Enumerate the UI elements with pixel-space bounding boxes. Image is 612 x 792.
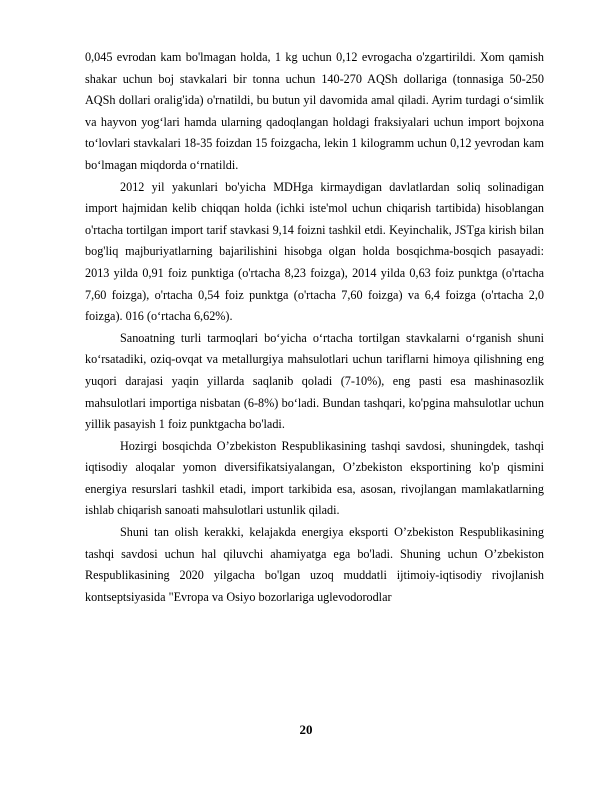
paragraph-3: Sanoatning turli tarmoqlari bo‘yicha o‘rtacha tortilgan stavkalarni o‘rganish shuni ko‘rsatadiki, oziq-ovqat va metallurgiya mahsulotlari uchun tariflarni himoya qilishning eng yuqori darajasi yaqin yillarda saqlanib qoladi (7-10%), eng pasti esa mashinasozlik mahsulotlari importiga nisbatan (6-8%) bo‘ladi. Bundan tashqari, ko'pgina mahsulotlar uchun yillik pasayish 1 foiz punktgacha bo'ladi.	[85, 330, 544, 432]
paragraph-1: 0,045 evrodan kam bo'lmagan holda, 1 kg uchun 0,12 evrogacha o'zgartirildi. Xom qamish shakar uchun boj stavkalari bir tonna uchun 140-270 AQSh dollariga (tonnasiga 50-250 AQSh dollari oralig'ida) o'rnatildi, bu butun yil davomida amal qiladi. Ayrim turdagi o‘simlik va hayvon yog‘lari hamda ularning qadoqlangan holdagi fraksiyalari uchun import bojxona to‘lovlari stavkalari 18-35 foizdan 15 foizgacha, lekin 1 kilogramm uchun 0,12 yevrodan kam bo‘lmagan miqdorda o‘rnatildi.	[85, 50, 544, 172]
document-body	[85, 47, 544, 608]
page-number: 20	[299, 722, 313, 737]
paragraph-4: Hozirgi bosqichda O’zbekiston Respublikasining tashqi savdosi, shuningdek, tashqi iqtisodiy aloqalar yomon diversifikatsiyalangan, O’zbekiston eksportining ko'p qismini energiya resurslari tashkil etadi, import tarkibida esa, asosan, rivojlangan mamlakatlarning ishlab chiqarish sanoati mahsulotlari ustunlik qiladi.	[85, 438, 544, 518]
paragraph-2: 2012 yil yakunlari bo'yicha MDHga kirmaydigan davlatlardan soliq solinadigan import hajmidan kelib chiqqan holda (ichki iste'mol uchun chiqarish tartibida) hisoblangan o'rtacha tortilgan import tarif stavkasi 9,14 foizni tashkil etdi. Keyinchalik, JSTga kirish bilan bog'liq majburiyatlarning bajarilishini hisobga olgan holda bosqichma-bosqich pasayadi: 2013 yilda 0,91 foiz punktiga (o'rtacha 8,23 foizga), 2014 yilda 0,63 foiz punktga (o'rtacha 7,60 foizga), o'rtacha 0,54 foiz punktga (o'rtacha 7,60 foizga) va 6,4 foizga (o'rtacha 2,0 foizga). 016 (o‘rtacha 6,62%).	[85, 179, 544, 324]
paragraph-5: Shuni tan olish kerakki, kelajakda energiya eksporti O’zbekiston Respublikasining tashqi savdosi uchun hal qiluvchi ahamiyatga ega bo'ladi. Shuning uchun O’zbekiston Respublikasining 2020 yilgacha bo'lgan uzoq muddatli ijtimoiy-iqtisodiy rivojlanish kontseptsiyasida "Evropa va Osiyo bozorlariga uglevodorodlar	[85, 525, 544, 604]
